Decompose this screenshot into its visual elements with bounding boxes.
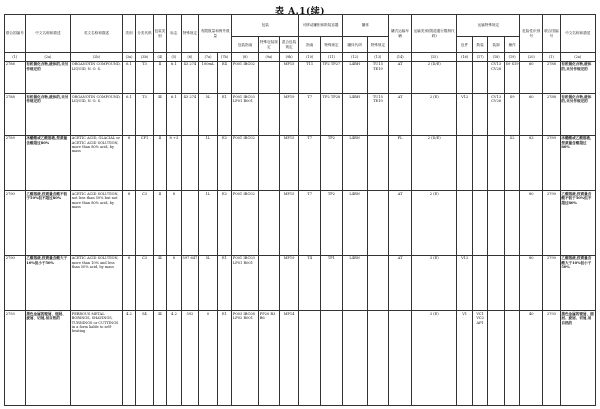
special-provisions: [181, 191, 199, 256]
excepted-quantity: E1: [217, 255, 231, 310]
transport-category: 2 (D/E): [411, 61, 456, 93]
tank-code: L4BH: [342, 61, 367, 93]
un-number: 2790: [5, 255, 26, 310]
cn-name-repeat: 乙酸溶液,按质量含酸不低于50%但不超过80%: [560, 191, 595, 256]
bulk: VC1 VC2 AP1: [472, 311, 487, 406]
tank-special: TP2: [321, 191, 343, 256]
table-row: [5, 61, 596, 93]
column-number: (9a): [259, 53, 280, 61]
class-code: T3: [136, 94, 154, 136]
tank-code-special: [367, 135, 389, 190]
tank-special: [321, 311, 343, 406]
tank-instruction: T7: [299, 135, 321, 190]
column-number-row: [5, 53, 596, 61]
column-number: (4): [153, 53, 166, 61]
header-tank: 罐体: [342, 15, 388, 37]
tank-code-special: TU15 TE19: [367, 94, 389, 136]
special-packing: [259, 135, 280, 190]
hazard-id: 60: [520, 94, 543, 136]
header-class-code: 分类代码: [136, 15, 154, 53]
column-number: (15): [411, 53, 456, 61]
operation: [504, 191, 519, 256]
operation: [504, 255, 519, 310]
en-name: FERROUS METAL BORINGS, SHAVINGS, TURNINGS or CUTTINGS in a form liable to self-heating: [71, 311, 123, 406]
header-un-number-repeat: 联合国编号: [543, 15, 561, 53]
excepted-quantity: E2: [217, 135, 231, 190]
header-packing-group: 包装类别: [153, 15, 166, 53]
limited-quantity: 5L: [199, 255, 218, 310]
column-number: (3b): [136, 53, 154, 61]
operation: [504, 311, 519, 406]
transport-category: 3 (E): [411, 255, 456, 310]
loading: [488, 255, 505, 310]
class-code: C3: [136, 255, 154, 310]
class: 8: [122, 191, 135, 256]
tank-code-special: [367, 311, 389, 406]
label: 8: [167, 191, 181, 256]
header-hazard-id: 危险性识别号: [520, 15, 543, 53]
packing-group: Ⅲ: [153, 255, 166, 310]
packages: V12: [457, 94, 472, 136]
bulk: [472, 61, 487, 93]
tank-code: L4BN: [342, 255, 367, 310]
operation: S9 S19: [504, 61, 519, 93]
un-number-repeat: 2789: [543, 135, 561, 190]
tank-code: L4BN: [342, 191, 367, 256]
special-provisions: [181, 135, 199, 190]
column-number: (6): [181, 53, 199, 61]
cn-name: 有机锡化合物,液体的,未另作规定的: [25, 61, 70, 93]
header-cn-name-repeat: 中文名称和描述: [560, 15, 595, 53]
class: 8: [122, 135, 135, 190]
mixed-packing: MP15: [279, 61, 299, 93]
transport-category: 2 (D/E): [411, 135, 456, 190]
header-packages: 包件: [457, 37, 472, 53]
header-label: 标志: [167, 15, 181, 53]
header-special-provisions: 特殊规定: [181, 15, 199, 53]
en-name: ORGANOTIN COMPOUND, LIQUID, N. O. S.: [71, 61, 123, 93]
class-code: C3: [136, 191, 154, 256]
tank-vehicle: AT: [389, 61, 412, 93]
column-number: (2a): [560, 53, 595, 61]
special-packing: PP20 B3 B6: [259, 311, 280, 406]
header-loading: 装卸: [488, 37, 505, 53]
special-packing: [259, 191, 280, 256]
bulk: [472, 94, 487, 136]
column-number: (14): [389, 53, 412, 61]
un-number: 2788: [5, 61, 26, 93]
header-packing: 包装: [232, 15, 299, 37]
cn-name-repeat: 有机锡化合物,液体的,未另作规定的: [560, 61, 595, 93]
column-number: (12): [342, 53, 367, 61]
tank-code-special: [367, 191, 389, 256]
tank-special: TP1: [321, 255, 343, 310]
column-number: (10): [299, 53, 321, 61]
header-tank-special: 特殊规定: [321, 37, 343, 53]
class-code: T3: [136, 61, 154, 93]
header-tank-code: 罐体代码: [342, 37, 367, 53]
packages: [457, 61, 472, 93]
header-class: 类别: [122, 15, 135, 53]
hazard-id: 40: [520, 311, 543, 406]
packing-group: Ⅱ: [153, 135, 166, 190]
packing-instruction: P001 IBC02: [232, 135, 259, 190]
column-number: (20): [520, 53, 543, 61]
packing-group: Ⅱ: [153, 61, 166, 93]
limited-quantity: 0: [199, 311, 218, 406]
packing-instruction: P003 IBC08 LP02 R001: [232, 311, 259, 406]
label: 4.2: [167, 311, 181, 406]
un-number-repeat: 2790: [543, 255, 561, 310]
class-code: CF1: [136, 135, 154, 190]
tank-special: TP2 TP28: [321, 94, 343, 136]
operation: S2: [504, 135, 519, 190]
special-packing: [259, 94, 280, 136]
column-number: (7b): [217, 53, 231, 61]
mixed-packing: MP15: [279, 135, 299, 190]
special-provisions: 43 274: [181, 94, 199, 136]
column-number: (19): [504, 53, 519, 61]
header-special-packing: 特殊包装规定: [259, 37, 280, 53]
header-cn-name: 中文名称和描述: [25, 15, 70, 53]
hazard-id: 80: [520, 191, 543, 256]
cn-name: 乙酸溶液,按质量含酸大于10%但小于50%: [25, 255, 70, 310]
special-packing: [259, 255, 280, 310]
label: 8 +3: [167, 135, 181, 190]
header-tank-vehicle: 罐式运输车辆: [389, 15, 412, 53]
packing-instruction: P001 IBC02: [232, 61, 259, 93]
tank-special: TP2: [321, 135, 343, 190]
loading: CV13 CV28: [488, 61, 505, 93]
column-number: (13): [367, 53, 389, 61]
tank-vehicle: AT: [389, 94, 412, 136]
header-portable-tank: 可移动罐柜和散装容器: [299, 15, 342, 37]
packing-instruction: P001 IBC03 LP01 R001: [232, 255, 259, 310]
tank-instruction: T7: [299, 191, 321, 256]
header-operation: 操作: [504, 37, 519, 53]
label: 6.1: [167, 94, 181, 136]
tank-vehicle: FL: [389, 135, 412, 190]
tank-instruction: T7: [299, 94, 321, 136]
excepted-quantity: E1: [217, 94, 231, 136]
tank-code-special: [367, 255, 389, 310]
tank-instruction: T11: [299, 61, 321, 93]
tank-vehicle: AT: [389, 255, 412, 310]
cn-name: 有机锡化合物,液体的,未另作规定的: [25, 94, 70, 136]
excepted-quantity: E2: [217, 191, 231, 256]
special-packing: [259, 61, 280, 93]
packages: V12: [457, 255, 472, 310]
packing-instruction: P001 IBC03 LP01 R001: [232, 94, 259, 136]
packages: [457, 191, 472, 256]
tank-code: [342, 311, 367, 406]
tank-vehicle: [389, 311, 412, 406]
special-provisions: 43 274: [181, 61, 199, 93]
tank-code: L4BH: [342, 94, 367, 136]
en-name: ORGANOTIN COMPOUND, LIQUID, N. O. S.: [71, 94, 123, 136]
hazard-id: 80: [520, 255, 543, 310]
column-number: (3a): [122, 53, 135, 61]
special-provisions: 592: [181, 311, 199, 406]
cn-name-repeat: 有机锡化合物,液体的,未另作规定的: [560, 94, 595, 136]
loading: CV13 CV28: [488, 94, 505, 136]
cn-name-repeat: 黑色金属的镗屑、刨屑、旋屑、切屑,易自热的: [560, 311, 595, 406]
excepted-quantity: E4: [217, 61, 231, 93]
column-number: (17): [472, 53, 487, 61]
un-number: 2788: [5, 94, 26, 136]
page-title: 表 A.1(续): [274, 7, 326, 17]
un-number: 2789: [5, 135, 26, 190]
loading: [488, 135, 505, 190]
header-limited-quantity: 有限数量和例外数量: [199, 15, 232, 53]
cn-name: 乙酸溶液,按质量含酸不低于50%但不超过80%: [25, 191, 70, 256]
column-number: (9b): [279, 53, 299, 61]
tank-special: TP2 TP27: [321, 61, 343, 93]
table-row: [5, 135, 596, 190]
tank-code-special: TU15 TE19: [367, 61, 389, 93]
class: 8: [122, 255, 135, 310]
en-name: ACETIC ACID, GLACIAL or ACETIC ACID SOLUTION, more than 80% acid, by mass: [71, 135, 123, 190]
label: 8: [167, 255, 181, 310]
class: 6.1: [122, 61, 135, 93]
loading: [488, 311, 505, 406]
label: 6.1: [167, 61, 181, 93]
mixed-packing: MP15: [279, 191, 299, 256]
column-number: (5): [167, 53, 181, 61]
special-provisions: 597 647: [181, 255, 199, 310]
packing-group: Ⅱ: [153, 191, 166, 256]
column-number: (1): [543, 53, 561, 61]
en-name: ACETIC ACID SOLUTION, not less than 50% but not more than 80% acid, by mass: [71, 191, 123, 256]
cn-name-repeat: 乙酸溶液,按质量含酸大于10%但小于50%: [560, 255, 595, 310]
hazard-id: 60: [520, 61, 543, 93]
column-number: (2a): [25, 53, 70, 61]
bulk: [472, 255, 487, 310]
column-number: (2b): [71, 53, 123, 61]
header-packing-instruction: 包装指南: [232, 37, 259, 53]
header-tank-code-special: 特殊规定: [367, 37, 389, 53]
mixed-packing: MP14: [279, 311, 299, 406]
table-row: [5, 311, 596, 406]
class-code: S4: [136, 311, 154, 406]
table-row: [5, 94, 596, 136]
dangerous-goods-table: [4, 14, 596, 406]
loading: [488, 191, 505, 256]
header-mixed-packing: 混合包装规定: [279, 37, 299, 53]
packages: V1: [457, 311, 472, 406]
header-bulk: 散装: [472, 37, 487, 53]
operation: S9: [504, 94, 519, 136]
table-row: [5, 191, 596, 256]
un-number-repeat: 2793: [543, 311, 561, 406]
header-special-transport: 运输特殊规定: [457, 15, 520, 37]
header-transport-category: 运输类别(隧道通行限制代码): [411, 15, 456, 53]
packing-group: Ⅲ: [153, 311, 166, 406]
un-number-repeat: 2788: [543, 61, 561, 93]
limited-quantity: 1L: [199, 191, 218, 256]
column-number: (1): [5, 53, 26, 61]
limited-quantity: 100mL: [199, 61, 218, 93]
hazard-id: 83: [520, 135, 543, 190]
table-row: [5, 255, 596, 310]
column-number: (8): [232, 53, 259, 61]
class: 6.1: [122, 94, 135, 136]
transport-category: 2 (E): [411, 94, 456, 136]
header-un-number: 联合国编号: [5, 15, 26, 53]
un-number: 2790: [5, 191, 26, 256]
mixed-packing: MP19: [279, 94, 299, 136]
column-number: (11): [321, 53, 343, 61]
tank-instruction: [299, 311, 321, 406]
packages: [457, 135, 472, 190]
un-number-repeat: 2790: [543, 191, 561, 256]
tank-vehicle: AT: [389, 191, 412, 256]
transport-category: 3 (E): [411, 311, 456, 406]
packing-instruction: P001 IBC02: [232, 191, 259, 256]
excepted-quantity: E1: [217, 311, 231, 406]
column-number: (7a): [199, 53, 218, 61]
class: 4.2: [122, 311, 135, 406]
cn-name: 黑色金属的镗屑、刨屑、旋屑、切屑,易自热的: [25, 311, 70, 406]
column-number: (16): [457, 53, 472, 61]
un-number-repeat: 2788: [543, 94, 561, 136]
cn-name: 冰醋酸或乙酸溶液,按质量含酸超过80%: [25, 135, 70, 190]
limited-quantity: 5L: [199, 94, 218, 136]
limited-quantity: 1L: [199, 135, 218, 190]
transport-category: 2 (E): [411, 191, 456, 256]
header-tank-instruction: 指南: [299, 37, 321, 53]
tank-code: L4BN: [342, 135, 367, 190]
packing-group: Ⅲ: [153, 94, 166, 136]
tank-instruction: T4: [299, 255, 321, 310]
column-number: (18): [488, 53, 505, 61]
en-name: ACETIC ACID SOLUTION, more than 10% and less than 50% acid, by mass: [71, 255, 123, 310]
header-en-name: 英文名称和描述: [71, 15, 123, 53]
bulk: [472, 191, 487, 256]
bulk: [472, 135, 487, 190]
cn-name-repeat: 冰醋酸或乙酸溶液,按质量含酸超过80%: [560, 135, 595, 190]
un-number: 2793: [5, 311, 26, 406]
mixed-packing: MP19: [279, 255, 299, 310]
